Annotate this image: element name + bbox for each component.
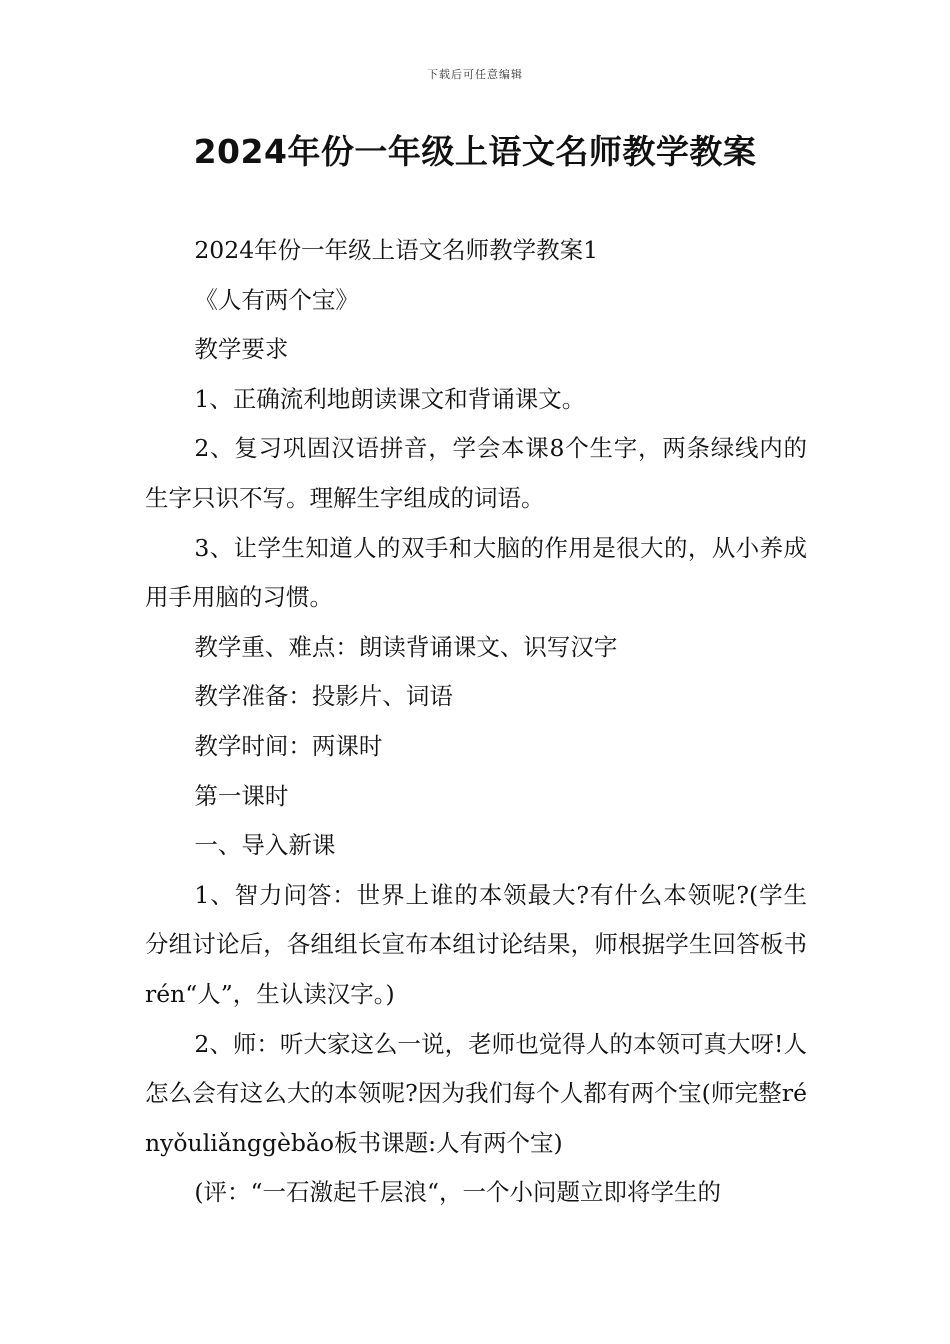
paragraph-section-heading: 教学要求 — [194, 335, 289, 364]
paragraph-step-2: 2、师：听大家这么一说，老师也觉得人的本领可真大呀!人怎么会有这么大的本领呢?因为我们每个人都有两个宝(师完整rényǒuliǎnggèbǎo板书课题:人有两个宝) — [145, 1029, 807, 1157]
paragraph-requirement-3: 3、让学生知道人的双手和大脑的作用是很大的，从小养成用手用脑的习惯。 — [145, 533, 807, 612]
paragraph-lesson-title: 《人有两个宝》 — [194, 285, 359, 314]
paragraph-comment: (评：“一石激起千层浪“，一个小问题立即将学生的 — [194, 1178, 722, 1207]
paragraph-key-points: 教学重、难点：朗读背诵课文、识写汉字 — [194, 632, 618, 661]
paragraph-requirement-1: 1、正确流利地朗读课文和背诵课文。 — [194, 384, 586, 413]
paragraph-time: 教学时间：两课时 — [194, 731, 383, 760]
document-body — [145, 226, 807, 1218]
paragraph-subtitle: 2024年份一年级上语文名师教学教案1 — [194, 236, 599, 264]
paragraph-step-1: 1、智力问答：世界上谁的本领最大?有什么本领呢?(学生分组讨论后，各组组长宣布本组讨论结果，师根据学生回答板书rén“人”，生认读汉字。) — [145, 880, 807, 1008]
header-note: 下载后可任意编辑 — [427, 68, 523, 81]
paragraph-preparation: 教学准备：投影片、词语 — [194, 682, 453, 711]
paragraph-requirement-2: 2、复习巩固汉语拼音，学会本课8个生字，两条绿线内的生字只识不写。理解生字组成的词语。 — [145, 434, 807, 512]
paragraph-first-lesson: 第一课时 — [194, 781, 289, 810]
paragraph-intro-heading: 一、导入新课 — [194, 831, 336, 860]
document-title: 2024年份一年级上语文名师教学教案 — [193, 132, 757, 171]
